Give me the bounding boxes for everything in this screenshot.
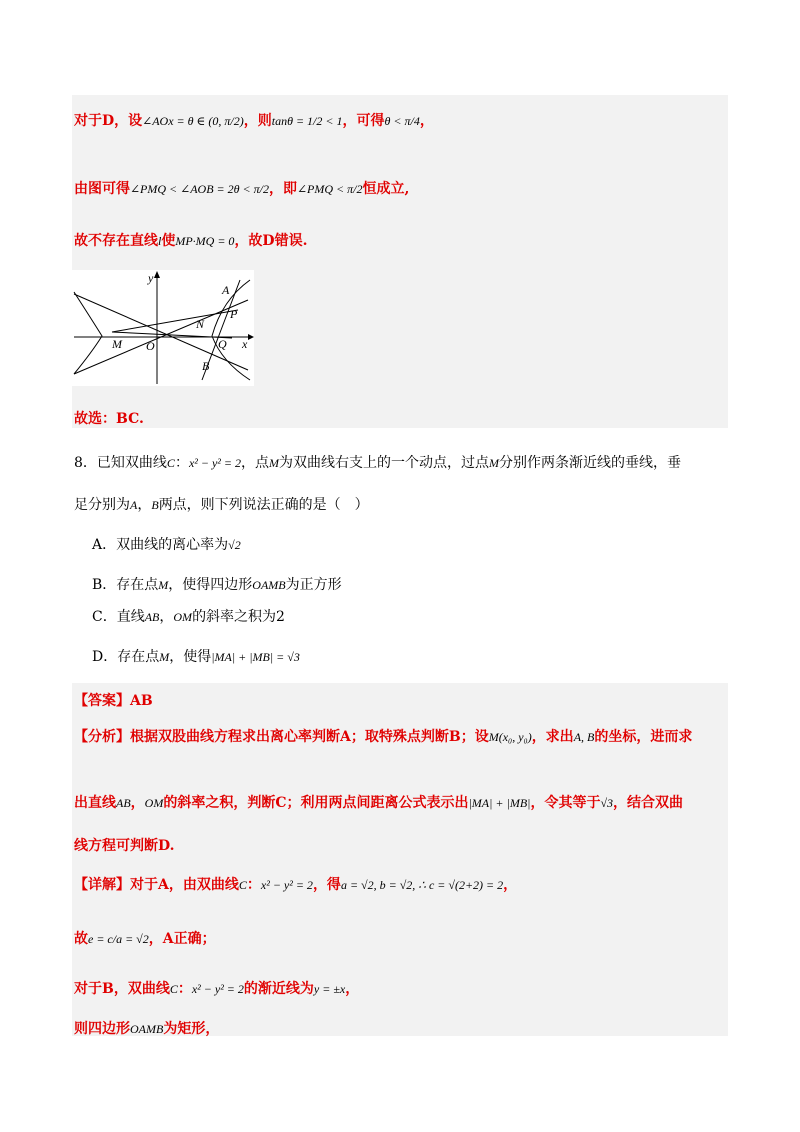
math-abc: a = √2, b = √2, ∴ c = √(2+2) = 2 bbox=[340, 878, 504, 892]
label-a: A bbox=[222, 283, 230, 297]
detail-line-1: 【详解】对于A，由双曲线C：x² − y² = 2，得a = √2, b = √2, ∴ c = √(2+2) = 2， bbox=[74, 877, 518, 893]
hyperbola-right-branch bbox=[212, 280, 250, 380]
math-hyperbola-eq: x² − y² = 2 bbox=[188, 456, 241, 470]
math-pmq-lt: ∠PMQ < π/2 bbox=[296, 182, 363, 196]
label-b: B bbox=[202, 359, 210, 373]
math-eccentricity: e = c/a = √2 bbox=[88, 932, 149, 946]
top-line-3: 故不存在直线l使MP·MQ = 0，故D错误. bbox=[74, 233, 308, 249]
top-conclusion: 故选：BC. bbox=[74, 411, 144, 427]
analysis-line-3: 线方程可判断D. bbox=[74, 838, 175, 854]
question-line-1: 8．已知双曲线C：x² − y² = 2，点M为双曲线右支上的一个动点，过点M分别作两条渐近线的垂线，垂 bbox=[74, 455, 681, 471]
y-axis-arrow bbox=[154, 271, 160, 278]
line-mp bbox=[112, 310, 238, 332]
label-q: Q bbox=[218, 337, 227, 351]
option-c: C．直线AB，OM的斜率之积为2 bbox=[92, 609, 285, 625]
top-line-1: 对于D，设∠AOx = θ ∈ (0, π/2)，则tanθ = 1/2 < 1，可得θ < π/4， bbox=[74, 113, 434, 129]
math-tan-theta: tanθ = 1/2 < 1 bbox=[271, 114, 343, 128]
math-angle-pmq: ∠PMQ < ∠AOB = 2θ < π/2 bbox=[130, 182, 269, 196]
detail-line-3: 对于B，双曲线C：x² − y² = 2的渐近线为y = ±x， bbox=[74, 981, 360, 997]
math-dot-product: MP·MQ = 0 bbox=[175, 234, 235, 248]
label-y: y bbox=[148, 271, 154, 285]
hyperbola-figure bbox=[72, 270, 254, 386]
analysis-line-1: 【分析】根据双股曲线方程求出离心率判断A；取特殊点判断B；设M(x₀, y₀)，求出A, B的坐标，进而求 bbox=[74, 729, 693, 745]
detail-line-4: 则四边形OAMB为矩形， bbox=[74, 1021, 220, 1037]
label-o: O bbox=[146, 339, 155, 353]
option-b: B．存在点M，使得四边形OAMB为正方形 bbox=[92, 577, 342, 593]
math-theta-lt: θ < π/4 bbox=[384, 114, 420, 128]
hyperbola-figure-svg bbox=[72, 270, 254, 386]
option-d: D．存在点M，使得|MA| + |MB| = √3 bbox=[92, 649, 300, 665]
math-ma-mb: |MA| + |MB| = √3 bbox=[211, 650, 300, 664]
math-asymptote: y = ±x bbox=[313, 982, 346, 996]
answer-line: 【答案】AB bbox=[74, 693, 153, 709]
option-a: A．双曲线的离心率为√2 bbox=[92, 537, 241, 553]
label-n: N bbox=[196, 317, 205, 331]
question-line-2: 足分别为A，B两点，则下列说法正确的是（ ） bbox=[74, 497, 369, 513]
math-sqrt2: √2 bbox=[228, 538, 241, 552]
label-p: P bbox=[230, 307, 238, 321]
asymptote-1 bbox=[74, 294, 248, 370]
label-x: x bbox=[242, 337, 248, 351]
x-axis-arrow bbox=[248, 334, 254, 340]
top-line-2: 由图可得∠PMQ < ∠AOB = 2θ < π/2，即∠PMQ < π/2恒成立, bbox=[74, 181, 410, 197]
detail-line-2: 故e = c/a = √2，A正确； bbox=[74, 931, 216, 947]
math-angle-aox: ∠AOx = θ ∈ (0, π/2) bbox=[142, 114, 244, 128]
analysis-line-2: 出直线AB，OM的斜率之积，判断C；利用两点间距离公式表示出|MA| + |MB|，令其等于√3，结合双曲 bbox=[74, 795, 684, 811]
label-m: M bbox=[112, 337, 122, 351]
